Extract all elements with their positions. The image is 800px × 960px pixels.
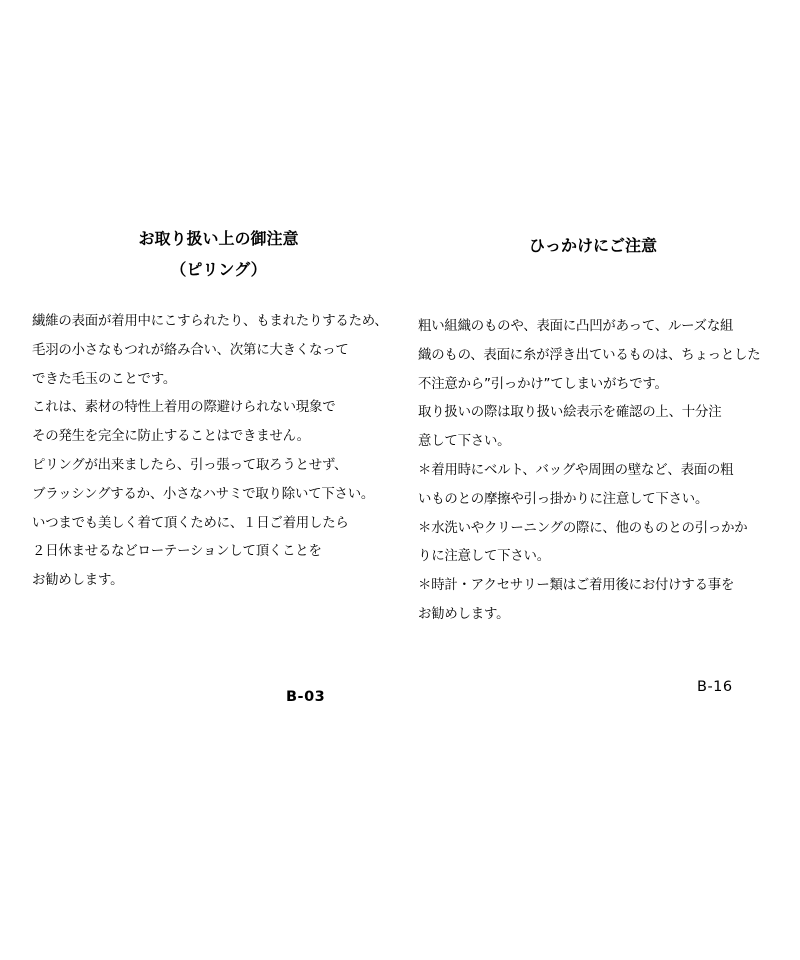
right-notice-body — [418, 313, 768, 630]
left-notice-title: お取り扱い上の御注意 — [138, 229, 299, 248]
left-notice-heading — [32, 225, 397, 284]
right-notice-title: ひっかけにご注意 — [528, 236, 657, 255]
left-notice-line: できた毛玉のことです。 — [32, 371, 177, 387]
right-notice-line: ＊時計・アクセサリー類はご着用後にお付けする事を — [418, 578, 735, 594]
right-notice-line: いものとの摩擦や引っ掛かりに注意して下さい。 — [418, 491, 709, 507]
left-notice-line: ２日休ませるなどローテーションして頂くことを — [32, 544, 322, 560]
left-notice-line: 毛羽の小さなもつれが絡み合い、次第に大きくなって — [32, 342, 349, 358]
right-notice-line: 意して下さい。 — [418, 434, 511, 450]
right-notice-line: 織のもの、表面に糸が浮き出ているものは、ちょっとした — [418, 347, 761, 363]
left-notice-line: これは、素材の特性上着用の際避けられない現象で — [32, 400, 336, 416]
left-notice-code: B-03 — [286, 689, 326, 705]
left-notice-line: ブラッシングするか、小さなハサミで取り除いて下さい。 — [32, 486, 375, 502]
left-notice-subtitle: （ピリング） — [170, 260, 267, 279]
left-notice-line: ピリングが出来ましたら、引っ張って取ろうとせず、 — [32, 457, 348, 473]
right-notice-line: 不注意から”引っかけ”てしまいがちです。 — [418, 376, 668, 392]
left-notice-line: 繊維の表面が着用中にこすられたり、もまれたりするため、 — [32, 314, 388, 329]
right-notice-line: お勧めします。 — [418, 606, 510, 622]
right-notice-line: ＊水洗いやクリーニングの際に、他のものとの引っかか — [418, 520, 748, 536]
right-notice-line: ＊着用時にベルト、バッグや周囲の壁など、表面の粗 — [418, 462, 734, 478]
left-notice — [32, 225, 397, 596]
left-notice-line: いつまでも美しく着て頂くために、１日ご着用したら — [32, 515, 349, 531]
right-notice-line: 粗い組織のものや、表面に凸凹があって、ルーズな組 — [418, 319, 734, 334]
left-notice-line: お勧めします。 — [32, 573, 124, 589]
right-notice-line: 取り扱いの際は取り扱い絵表示を確認の上、十分注 — [418, 405, 722, 421]
right-notice — [418, 232, 768, 630]
right-notice-line: りに注意して下さい。 — [418, 549, 550, 565]
left-notice-body — [32, 308, 397, 596]
right-notice-code: B-16 — [697, 679, 733, 695]
left-notice-line: その発生を完全に防止することはできません。 — [32, 429, 310, 445]
